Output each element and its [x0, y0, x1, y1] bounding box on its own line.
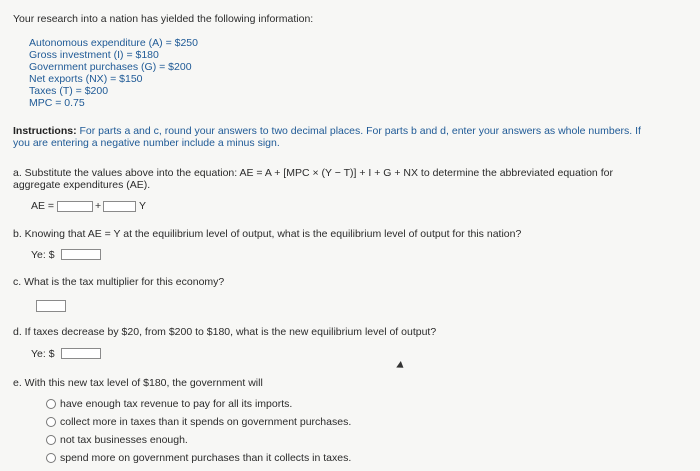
- radio-icon[interactable]: [46, 399, 56, 409]
- given-mpc: MPC = 0.75: [29, 97, 85, 109]
- y-variable: Y: [139, 200, 147, 212]
- option-label: not tax businesses enough.: [60, 434, 188, 446]
- instructions-label: Instructions:: [13, 125, 77, 137]
- ae-coefficient-input[interactable]: [103, 201, 136, 212]
- radio-icon[interactable]: [46, 417, 56, 427]
- option-label: collect more in taxes than it spends on government purchases.: [60, 416, 352, 428]
- part-e-option-3[interactable]: [46, 434, 188, 446]
- part-b-ye-label: Ye: $: [31, 249, 55, 261]
- given-gross-investment: Gross investment (I) = $180: [29, 49, 159, 61]
- part-b-equilibrium-input[interactable]: [61, 249, 101, 260]
- part-a-question-2: aggregate expenditures (AE).: [13, 179, 151, 191]
- part-d-ye-label: Ye: $: [31, 348, 55, 360]
- part-e-option-2[interactable]: [46, 416, 351, 428]
- plus-sign: +: [95, 200, 102, 212]
- given-autonomous-expenditure: Autonomous expenditure (A) = $250: [29, 37, 198, 49]
- part-d-question: d. If taxes decrease by $20, from $200 to $180, what is the new equilibrium level of output?: [13, 326, 437, 338]
- radio-icon[interactable]: [46, 435, 56, 445]
- part-c-tax-multiplier-input[interactable]: [36, 300, 66, 312]
- ae-constant-input[interactable]: [57, 201, 93, 212]
- option-label: spend more on government purchases than it collects in taxes.: [60, 452, 352, 464]
- part-e-question: e. With this new tax level of $180, the government will: [13, 377, 263, 389]
- option-label: have enough tax revenue to pay for all its imports.: [60, 398, 293, 410]
- part-d-equilibrium-input[interactable]: [61, 348, 101, 359]
- instructions-line-2: you are entering a negative number include a minus sign.: [13, 137, 280, 149]
- part-c-question: c. What is the tax multiplier for this economy?: [13, 276, 225, 288]
- part-b-question: b. Knowing that AE = Y at the equilibrium level of output, what is the equilibrium level of output for this nation?: [13, 228, 522, 240]
- given-taxes: Taxes (T) = $200: [29, 85, 109, 97]
- ae-label: AE =: [31, 200, 55, 212]
- part-e-option-4[interactable]: [46, 452, 351, 464]
- intro-text: Your research into a nation has yielded the following information:: [13, 13, 314, 25]
- given-net-exports: Net exports (NX) = $150: [29, 73, 143, 85]
- part-e-option-1[interactable]: [46, 398, 292, 410]
- mouse-cursor-icon: [396, 361, 406, 371]
- instructions-line-1: [13, 125, 641, 137]
- part-a-question-1: a. Substitute the values above into the equation: AE = A + [MPC × (Y − T)] + I + G + NX to determine the abbreviated equation for: [13, 167, 613, 179]
- radio-icon[interactable]: [46, 453, 56, 463]
- instructions-text-1: For parts a and c, round your answers to two decimal places. For parts b and d, enter your answers as whole numbers. If: [79, 125, 641, 137]
- given-government-purchases: Government purchases (G) = $200: [29, 61, 192, 73]
